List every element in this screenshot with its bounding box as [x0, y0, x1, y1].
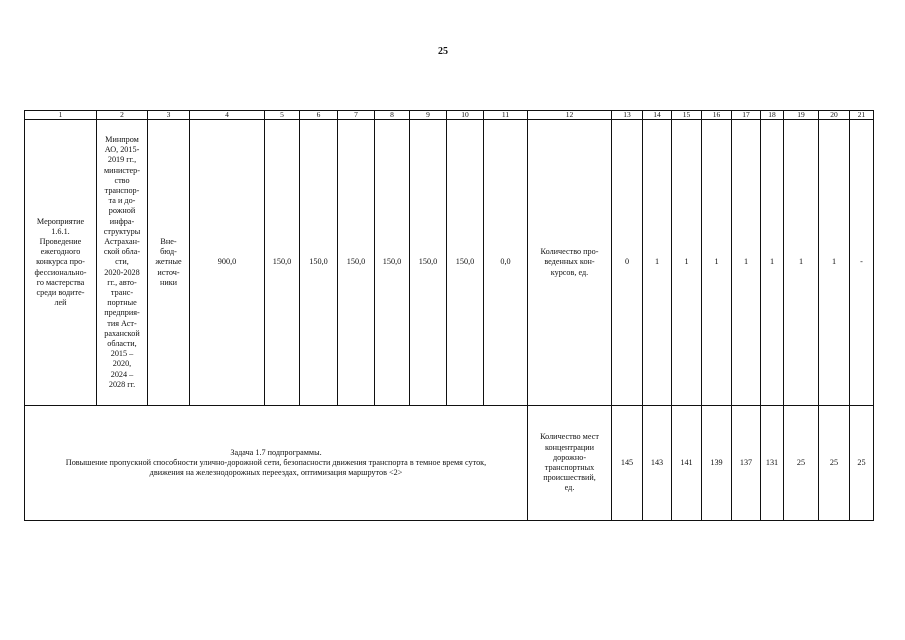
indicator-value-cell: 1	[643, 120, 672, 406]
page-number: 25	[438, 46, 448, 57]
measure-name-cell: Мероприятие 1.6.1. Проведение ежегодного конкурса про- фессионально- го мастерства среди водите- лей	[25, 120, 97, 406]
program-table	[24, 110, 874, 521]
indicator-value-cell: 131	[761, 406, 784, 521]
executor-cell: Минпром АО, 2015- 2019 гг., министер- ство транспор- та и до- рожной инфра- структуры Астрахан- ской обла- сти, 2020-2028 гг., авто- транс- портные предприя- тия Аст- раханской области, 2015 – 2020, 2024 – 2028 гг.	[97, 120, 148, 406]
indicator-value-cell: -	[850, 120, 874, 406]
header-cell: 7	[338, 111, 375, 120]
header-cell: 15	[672, 111, 702, 120]
total-amount-cell: 900,0	[190, 120, 265, 406]
header-cell: 2	[97, 111, 148, 120]
header-row	[25, 111, 874, 120]
header-cell: 16	[702, 111, 732, 120]
indicator-value-cell: 0	[612, 120, 643, 406]
header-cell: 1	[25, 111, 97, 120]
header-cell: 4	[190, 111, 265, 120]
header-cell: 12	[528, 111, 612, 120]
amount-cell: 150,0	[410, 120, 447, 406]
header-cell: 20	[819, 111, 850, 120]
indicator-value-cell: 25	[784, 406, 819, 521]
amount-cell: 150,0	[375, 120, 410, 406]
amount-cell: 150,0	[338, 120, 375, 406]
indicator-value-cell: 143	[643, 406, 672, 521]
indicator-cell: Количество мест концентрации дорожно- транспортных происшествий, ед.	[528, 406, 612, 521]
header-cell: 18	[761, 111, 784, 120]
header-cell: 19	[784, 111, 819, 120]
indicator-cell: Количество про- веденных кон- курсов, ед.	[528, 120, 612, 406]
header-cell: 3	[148, 111, 190, 120]
indicator-value-cell: 1	[784, 120, 819, 406]
indicator-value-cell: 25	[819, 406, 850, 521]
header-cell: 10	[447, 111, 484, 120]
indicator-value-cell: 1	[819, 120, 850, 406]
task-description-cell: Задача 1.7 подпрограммы. Повышение пропускной способности улично-дорожной сети, безопасности движения транспорта в темное время суток, движения на железнодорожных переездах, оптимизация маршрутов <2>	[25, 406, 528, 521]
header-cell: 5	[265, 111, 300, 120]
header-cell: 9	[410, 111, 447, 120]
indicator-value-cell: 137	[732, 406, 761, 521]
header-cell: 11	[484, 111, 528, 120]
indicator-value-cell: 25	[850, 406, 874, 521]
indicator-value-cell: 1	[732, 120, 761, 406]
indicator-value-cell: 145	[612, 406, 643, 521]
table-row-measure-1-6-1	[25, 120, 874, 406]
indicator-value-cell: 1	[672, 120, 702, 406]
amount-cell: 150,0	[447, 120, 484, 406]
header-cell: 8	[375, 111, 410, 120]
header-cell: 14	[643, 111, 672, 120]
header-cell: 17	[732, 111, 761, 120]
header-cell: 13	[612, 111, 643, 120]
indicator-value-cell: 141	[672, 406, 702, 521]
indicator-value-cell: 139	[702, 406, 732, 521]
indicator-value-cell: 1	[761, 120, 784, 406]
amount-cell: 150,0	[265, 120, 300, 406]
table-row-task-1-7	[25, 406, 874, 521]
header-cell: 6	[300, 111, 338, 120]
header-cell: 21	[850, 111, 874, 120]
amount-cell: 150,0	[300, 120, 338, 406]
funding-source-cell: Вне- бюд- жетные источ- ники	[148, 120, 190, 406]
amount-cell: 0,0	[484, 120, 528, 406]
indicator-value-cell: 1	[702, 120, 732, 406]
